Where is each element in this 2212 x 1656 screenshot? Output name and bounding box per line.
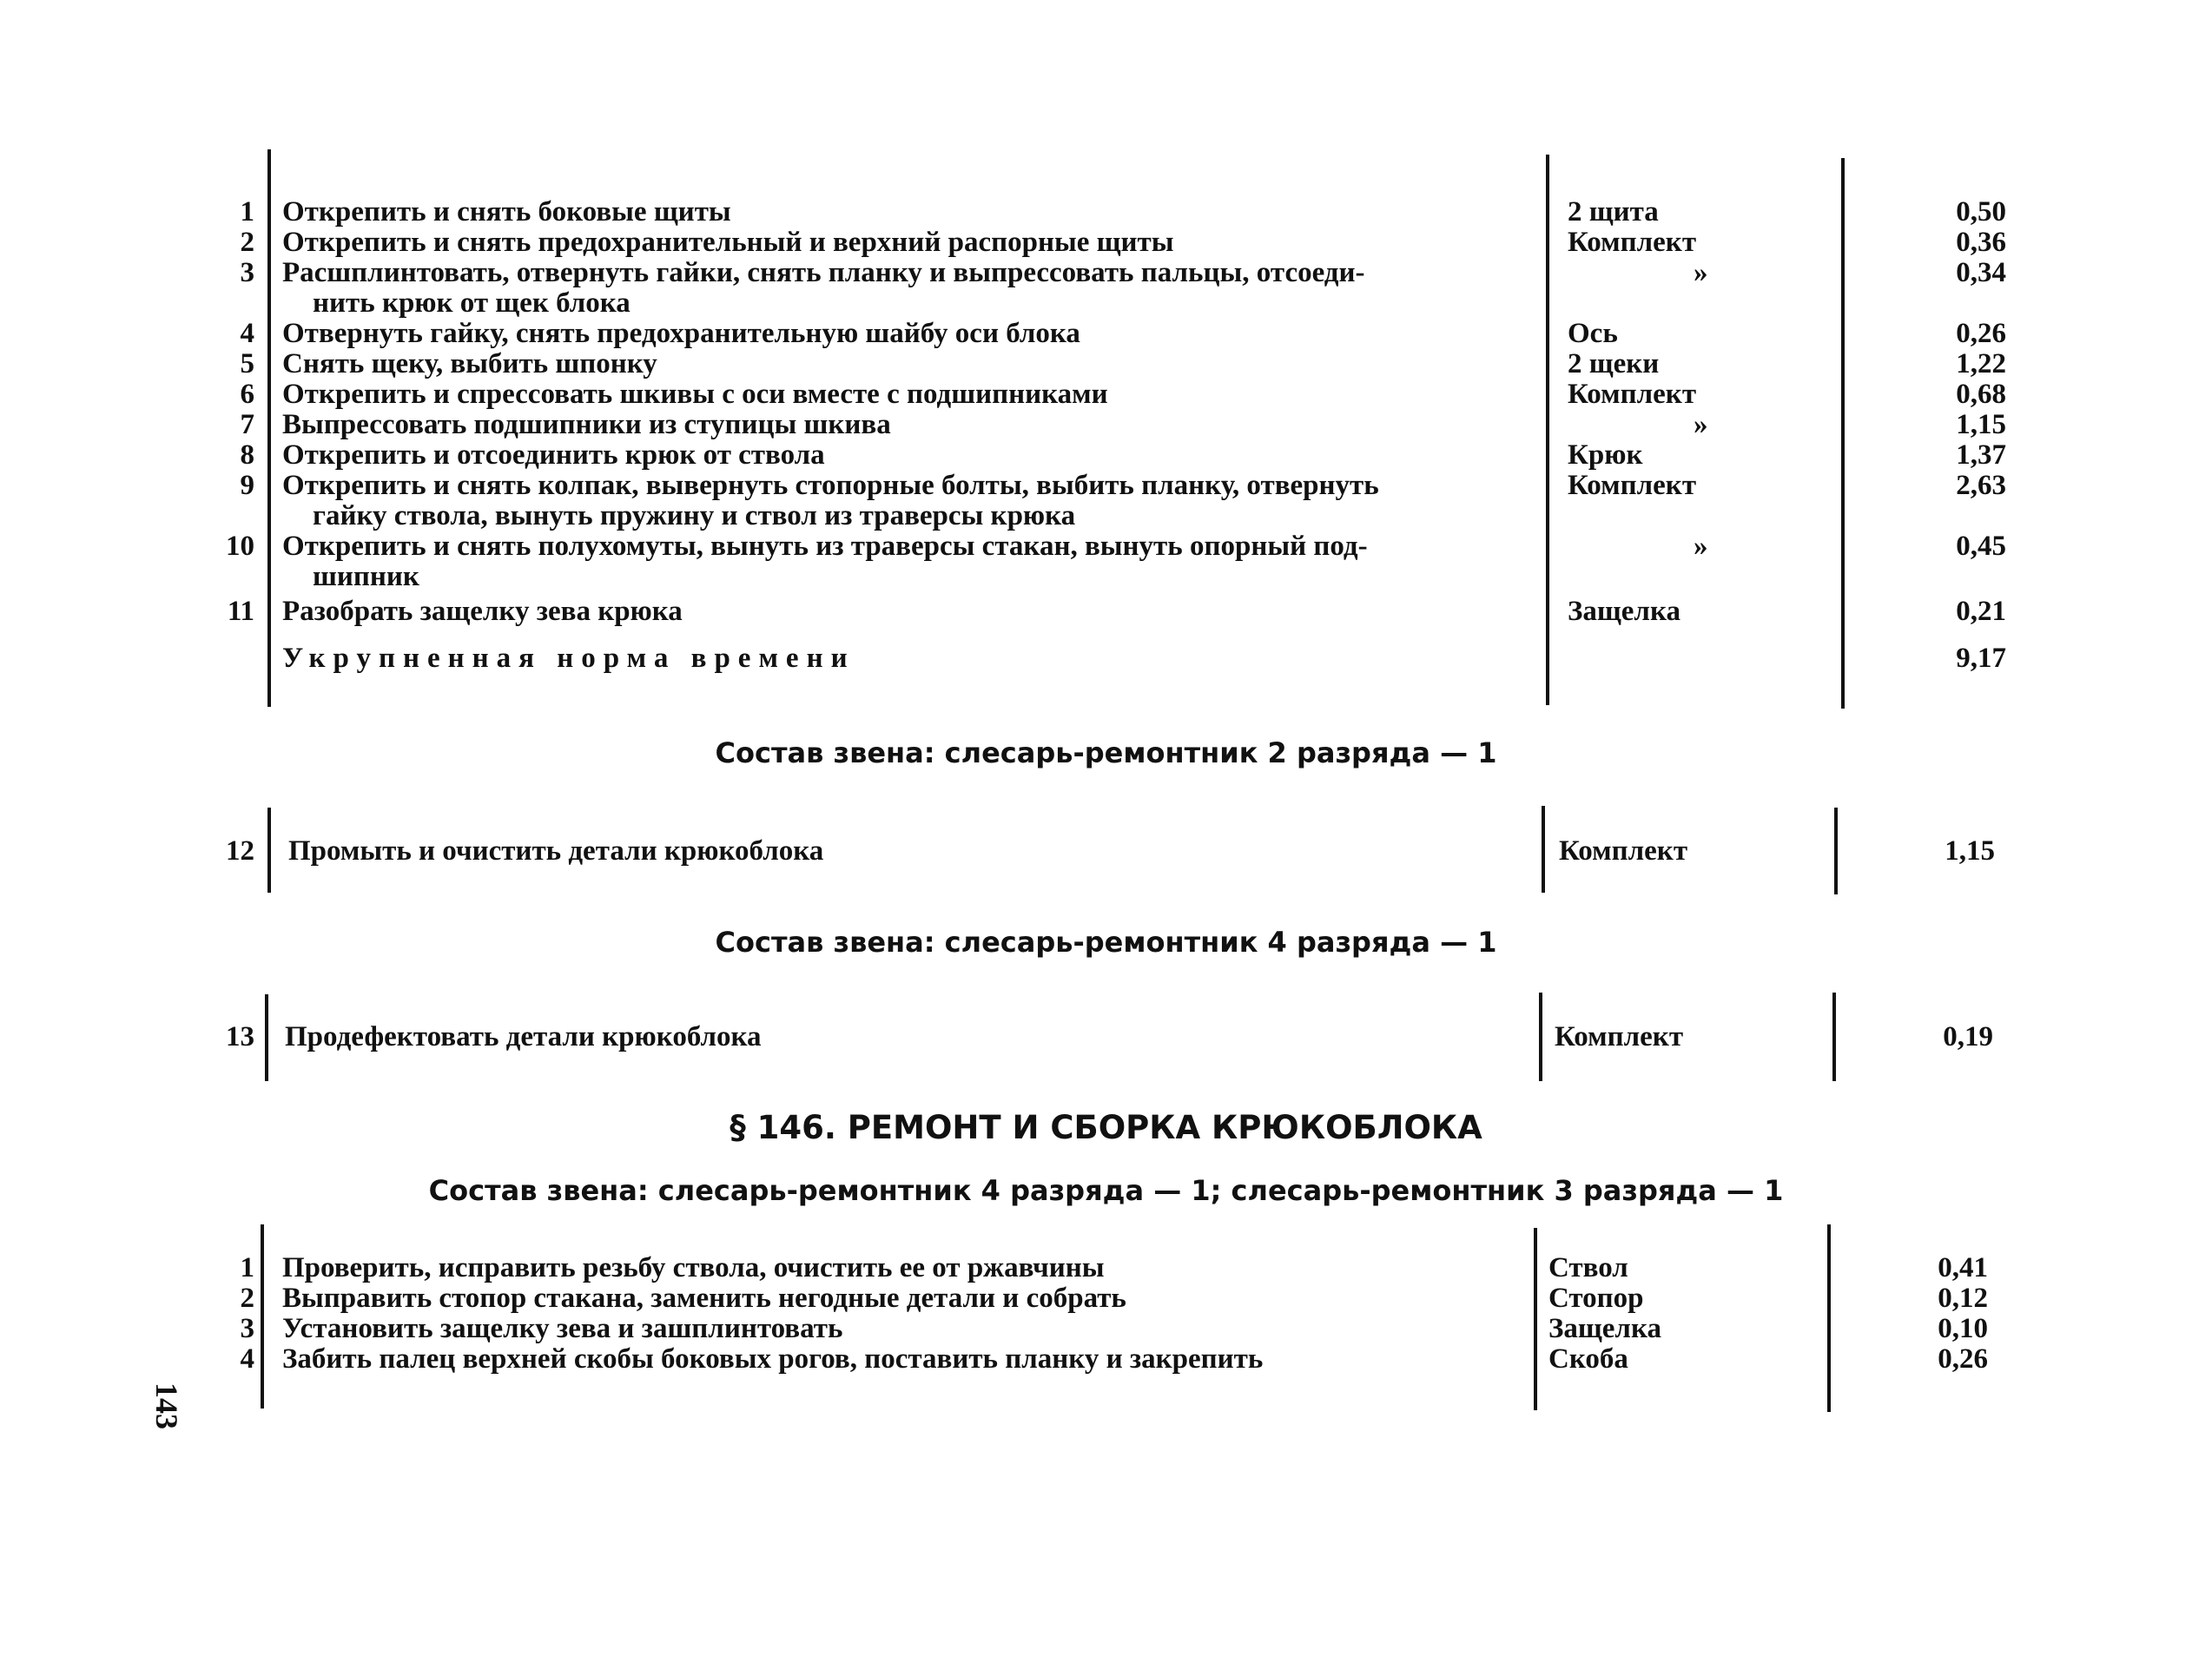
table-row-continuation: нить крюк от щек блока <box>313 287 631 319</box>
table-row: 10 Открепить и снять полухомуты, вынуть из траверсы стакан, вынуть опорный под- » 0,45 <box>226 531 2006 562</box>
table-row: 12 Промыть и очистить детали крюкоблока Комплект 1,15 <box>226 835 1995 867</box>
table-row-continuation: гайку ствола, вынуть пружину и ствол из траверсы крюка <box>313 500 1076 531</box>
table-row: 1 Открепить и снять боковые щиты 2 щита 0,50 <box>240 196 2006 228</box>
page-number: 143 <box>149 1382 184 1429</box>
section-title: § 146. РЕМОНТ И СБОРКА КРЮКОБЛОКА <box>730 1109 1482 1146</box>
total-value: 9,17 <box>1956 643 2006 674</box>
crew-composition: Состав звена: слесарь-ремонтник 4 разряда — 1 <box>715 926 1497 959</box>
table-row: 6 Открепить и спрессовать шкивы с оси вместе с подшипниками Комплект 0,68 <box>240 379 2006 410</box>
table-row: 2 Открепить и снять предохранительный и верхний распорные щиты Комплект 0,36 <box>240 227 2006 258</box>
table-row: 1 Проверить, исправить резьбу ствола, очистить ее от ржавчины Ствол 0,41 <box>240 1252 1988 1283</box>
table-row: 13 Продефектовать детали крюкоблока Комплект 0,19 <box>226 1021 1993 1052</box>
total-row <box>0 643 2212 674</box>
total-label: Укрупненная норма времени <box>282 643 855 674</box>
crew-composition: Состав звена: слесарь-ремонтник 4 разряда — 1; слесарь-ремонтник 3 разряда — 1 <box>428 1174 1784 1207</box>
table-row: 5 Снять щеку, выбить шпонку 2 щеки 1,22 <box>240 348 2006 379</box>
table-row: 3 Установить защелку зева и зашплинтовать Защелка 0,10 <box>240 1313 1988 1344</box>
table-row: 4 Забить палец верхней скобы боковых рогов, поставить планку и закрепить Скоба 0,26 <box>240 1343 1988 1375</box>
table-row-continuation: шипник <box>313 561 419 592</box>
table-row: 9 Открепить и снять колпак, вывернуть стопорные болты, выбить планку, отвернуть Комплект 2,63 <box>240 470 2006 501</box>
table-row: 3 Расшплинтовать, отвернуть гайки, снять планку и выпрессовать пальцы, отсоеди- » 0,34 <box>240 257 2006 288</box>
table-row: 2 Выправить стопор стакана, заменить негодные детали и собрать Стопор 0,12 <box>240 1283 1988 1314</box>
table-row: 11 Разобрать защелку зева крюка Защелка 0,21 <box>227 596 2006 627</box>
crew-composition: Состав звена: слесарь-ремонтник 2 разряда — 1 <box>715 736 1497 769</box>
table-row: 7 Выпрессовать подшипники из ступицы шкива » 1,15 <box>240 409 2006 440</box>
table-row: 4 Отвернуть гайку, снять предохранительную шайбу оси блока Ось 0,26 <box>240 318 2006 349</box>
table-row: 8 Открепить и отсоединить крюк от ствола Крюк 1,37 <box>240 439 2006 471</box>
